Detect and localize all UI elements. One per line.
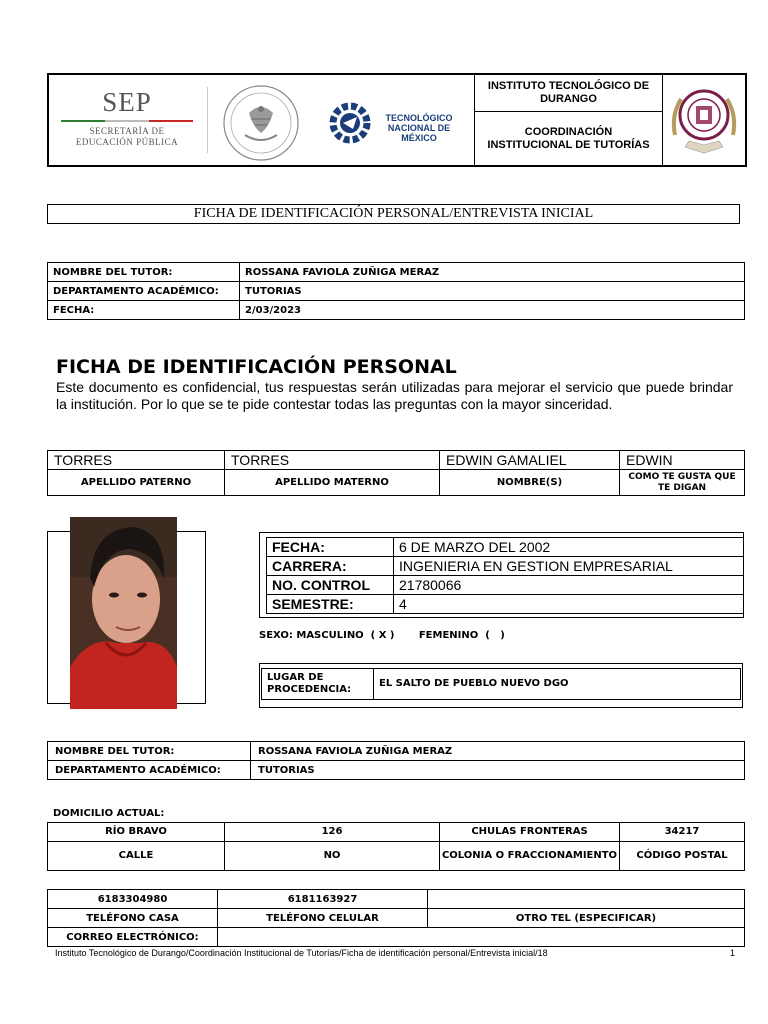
home-phone-label: TELÉFONO CASA: [48, 909, 218, 928]
table-row: [267, 576, 744, 595]
table-row: [267, 557, 744, 576]
apodo-value[interactable]: EDWIN: [620, 451, 745, 470]
birthdate-value[interactable]: 6 DE MARZO DEL 2002: [394, 538, 744, 557]
tecnm-line1: TECNOLÓGICO: [385, 113, 453, 123]
student-photo: [70, 517, 177, 709]
tutor-table: [47, 262, 745, 320]
nombres-label: NOMBRE(S): [440, 470, 620, 496]
document-header: [47, 73, 747, 167]
table-row: [48, 823, 745, 842]
date-label: FECHA:: [48, 301, 240, 320]
table-row: [48, 470, 745, 496]
student-info-table: [266, 537, 744, 614]
origin-value[interactable]: EL SALTO DE PUEBLO NUEVO DGO: [374, 669, 741, 700]
sex-selection[interactable]: SEXO: MASCULINO ( X ) FEMENINO ( ): [259, 630, 505, 641]
semester-label: SEMESTRE:: [267, 595, 394, 614]
tecnm-line2: NACIONAL DE MÉXICO: [387, 123, 451, 143]
table-row: [48, 890, 745, 909]
dept-value-2[interactable]: TUTORIAS: [251, 761, 745, 780]
sep-line1: SECRETARÍA DE: [89, 126, 165, 136]
materno-value[interactable]: TORRES: [225, 451, 440, 470]
tutor-value[interactable]: ROSSANA FAVIOLA ZUÑIGA MERAZ: [240, 263, 745, 282]
email-value[interactable]: [218, 928, 745, 947]
dept-label-2: DEPARTAMENTO ACADÉMICO:: [48, 761, 251, 780]
mexico-seal-icon: [221, 83, 301, 168]
table-row: [48, 742, 745, 761]
number-label: NO: [225, 842, 440, 871]
sep-acronym: SEP: [102, 87, 152, 117]
origin-table: [261, 668, 741, 700]
table-row: [267, 595, 744, 614]
tutor-table-2: [47, 741, 745, 780]
apodo-label: COMO TE GUSTA QUE TE DIGAN: [620, 470, 745, 496]
tutor-value-2[interactable]: ROSSANA FAVIOLA ZUÑIGA MERAZ: [251, 742, 745, 761]
table-row: [48, 282, 745, 301]
dept-label: DEPARTAMENTO ACADÉMICO:: [48, 282, 240, 301]
paterno-value[interactable]: TORRES: [48, 451, 225, 470]
career-value[interactable]: INGENIERIA EN GESTION EMPRESARIAL: [394, 557, 744, 576]
street-label: CALLE: [48, 842, 225, 871]
street-value[interactable]: RÍO BRAVO: [48, 823, 225, 842]
page-number: 1: [729, 948, 735, 958]
table-row: [48, 451, 745, 470]
table-row: [48, 263, 745, 282]
names-table: [47, 450, 745, 496]
email-label: CORREO ELECTRÓNICO:: [48, 928, 218, 947]
logos-cell: [49, 75, 475, 165]
tecnm-gear-icon: [329, 93, 371, 158]
sep-line2: EDUCACIÓN PÚBLICA: [75, 137, 179, 147]
confidential-notice: Este documento es confidencial, tus respuestas serán utilizadas para mejorar el servicio que puede brindar la institución. Por lo que se te pide contestar todas las preguntas con la mayor sinceridad.: [56, 379, 733, 412]
cell-phone-label: TELÉFONO CELULAR: [218, 909, 428, 928]
colony-label: COLONIA O FRACCIONAMIENTO: [440, 842, 620, 871]
footer-text: Instituto Tecnológico de Durango/Coordinación Institucional de Tutorías/Ficha de identificación personal/Entrevista inicial/18: [55, 948, 548, 958]
address-heading: DOMICILIO ACTUAL:: [53, 808, 165, 819]
paterno-label: APELLIDO PATERNO: [48, 470, 225, 496]
table-row: [267, 538, 744, 557]
form-title: FICHA DE IDENTIFICACIÓN PERSONAL/ENTREVISTA INICIAL: [47, 204, 740, 224]
address-table: [47, 822, 745, 871]
career-label: CARRERA:: [267, 557, 394, 576]
tutor-label-2: NOMBRE DEL TUTOR:: [48, 742, 251, 761]
other-phone-value[interactable]: [428, 890, 745, 909]
materno-label: APELLIDO MATERNO: [225, 470, 440, 496]
home-phone-value[interactable]: 6183304980: [48, 890, 218, 909]
table-row: [262, 669, 741, 700]
control-label: NO. CONTROL: [267, 576, 394, 595]
date-value[interactable]: 2/03/2023: [240, 301, 745, 320]
tecnm-logo-text: [371, 113, 467, 143]
origin-label: LUGAR DE PROCEDENCIA:: [262, 669, 374, 700]
section-heading: FICHA DE IDENTIFICACIÓN PERSONAL: [56, 356, 457, 378]
cell-phone-value[interactable]: 6181163927: [218, 890, 428, 909]
table-row: [48, 842, 745, 871]
coordination-name: COORDINACIÓN INSTITUCIONAL DE TUTORÍAS: [475, 112, 663, 165]
control-value[interactable]: 21780066: [394, 576, 744, 595]
table-row: [48, 928, 745, 947]
number-value[interactable]: 126: [225, 823, 440, 842]
nombres-value[interactable]: EDWIN GAMALIEL: [440, 451, 620, 470]
sep-logo: [57, 87, 197, 148]
table-row: [48, 301, 745, 320]
page-footer: [55, 948, 735, 958]
institute-seal-icon: [663, 75, 745, 165]
phone-table: [47, 889, 745, 947]
tutor-label: NOMBRE DEL TUTOR:: [48, 263, 240, 282]
semester-value[interactable]: 4: [394, 595, 744, 614]
birthdate-label: FECHA:: [267, 538, 394, 557]
institute-name: INSTITUTO TECNOLÓGICO DE DURANGO: [475, 75, 663, 112]
table-row: [48, 761, 745, 780]
zip-value[interactable]: 34217: [620, 823, 745, 842]
table-row: [48, 909, 745, 928]
dept-value[interactable]: TUTORIAS: [240, 282, 745, 301]
colony-value[interactable]: CHULAS FRONTERAS: [440, 823, 620, 842]
zip-label: CÓDIGO POSTAL: [620, 842, 745, 871]
other-phone-label: OTRO TEL (ESPECIFICAR): [428, 909, 745, 928]
